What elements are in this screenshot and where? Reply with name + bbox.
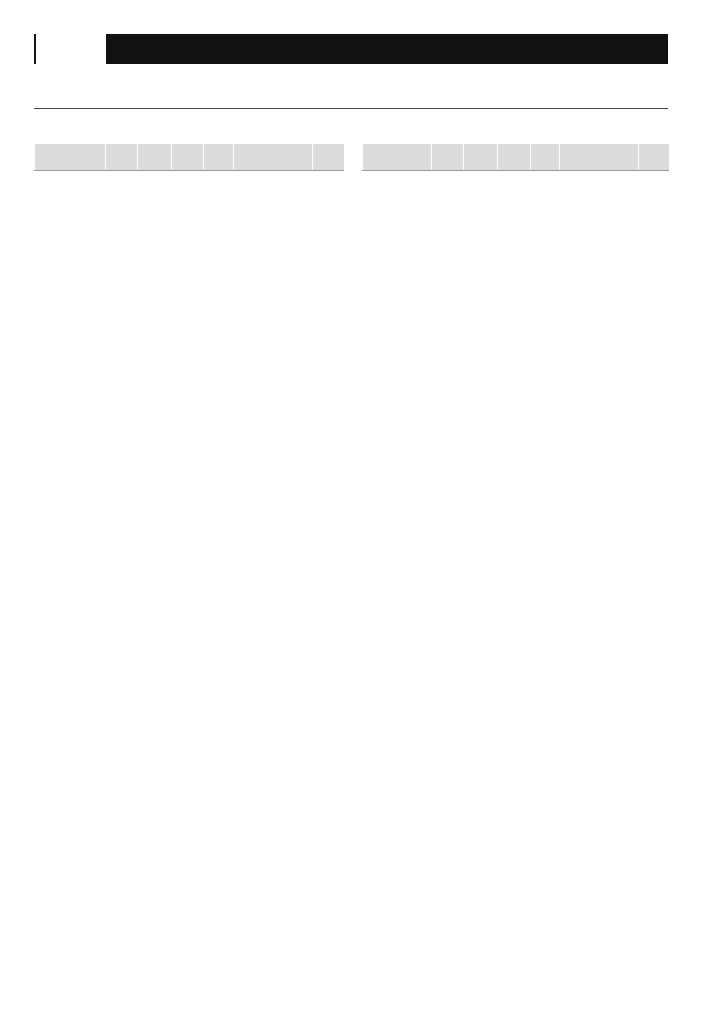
col-fig	[313, 144, 344, 171]
diode-table-right	[362, 144, 669, 171]
col-io	[464, 144, 498, 171]
table-header-row	[363, 144, 669, 171]
col-ir	[531, 144, 560, 171]
col-part-no	[35, 144, 106, 171]
section-title	[106, 34, 668, 64]
col-vrm	[106, 144, 138, 171]
table-header-row	[35, 144, 344, 171]
col-vf	[172, 144, 204, 171]
col-ir	[204, 144, 234, 171]
col-vf	[498, 144, 531, 171]
col-package	[234, 144, 313, 171]
col-vrm	[432, 144, 464, 171]
subsection-heading	[34, 116, 56, 132]
page-header	[34, 34, 668, 64]
section-number	[34, 34, 106, 64]
col-package	[560, 144, 639, 171]
col-part-no	[363, 144, 432, 171]
col-fig	[639, 144, 669, 171]
col-io	[138, 144, 172, 171]
divider	[34, 108, 668, 109]
diode-table-left	[34, 144, 344, 171]
